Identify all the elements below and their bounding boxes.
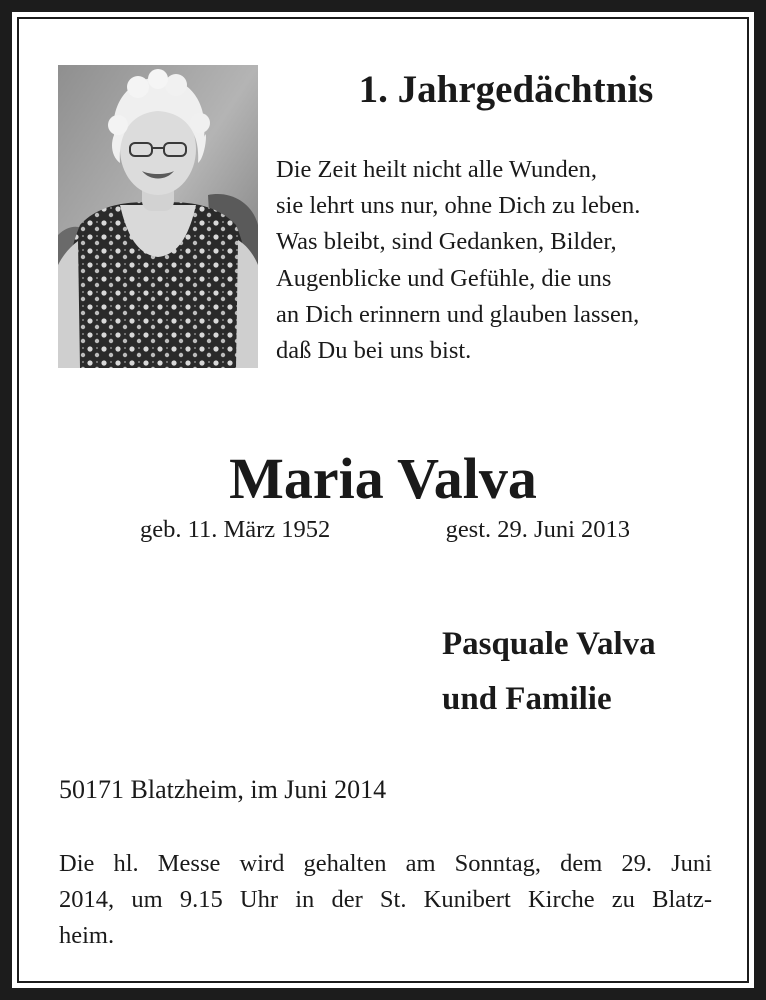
- mourner-line: und Familie: [442, 681, 612, 717]
- memorial-poem: [276, 152, 640, 369]
- poem-line: Die Zeit heilt nicht alle Wunden,: [276, 156, 598, 183]
- mass-announcement: [59, 846, 712, 954]
- poem-line: daß Du bei uns bist.: [276, 337, 472, 365]
- life-dates: [140, 513, 630, 547]
- death-date: gest. 29. Juni 2013: [445, 516, 630, 543]
- poem-line: Was bleibt, sind Gedanken, Bilder,: [276, 228, 617, 256]
- poem-line: an Dich erinnern und glauben lassen,: [276, 300, 640, 328]
- mass-line: 2014, um 9.15 Uhr in der St. Kunibert Kirche zu Blatz-: [59, 886, 712, 913]
- mass-line: Die hl. Messe wird gehalten am Sonntag, dem 29. Juni: [59, 850, 712, 877]
- deceased-name: Maria Valva: [229, 446, 537, 511]
- mourners-signature: [442, 617, 656, 727]
- poem-line: sie lehrt uns nur, ohne Dich zu leben.: [276, 192, 641, 220]
- poem-line: Augenblicke und Gefühle, die uns: [276, 264, 612, 292]
- portrait-photo: [58, 65, 258, 368]
- place-and-date: 50171 Blatzheim, im Juni 2014: [59, 775, 387, 804]
- memorial-title: 1. Jahrgedächtnis: [358, 68, 654, 111]
- birth-date: geb. 11. März 1952: [140, 516, 331, 543]
- mass-line: heim.: [59, 922, 115, 949]
- mourner-line: Pasquale Valva: [442, 626, 656, 662]
